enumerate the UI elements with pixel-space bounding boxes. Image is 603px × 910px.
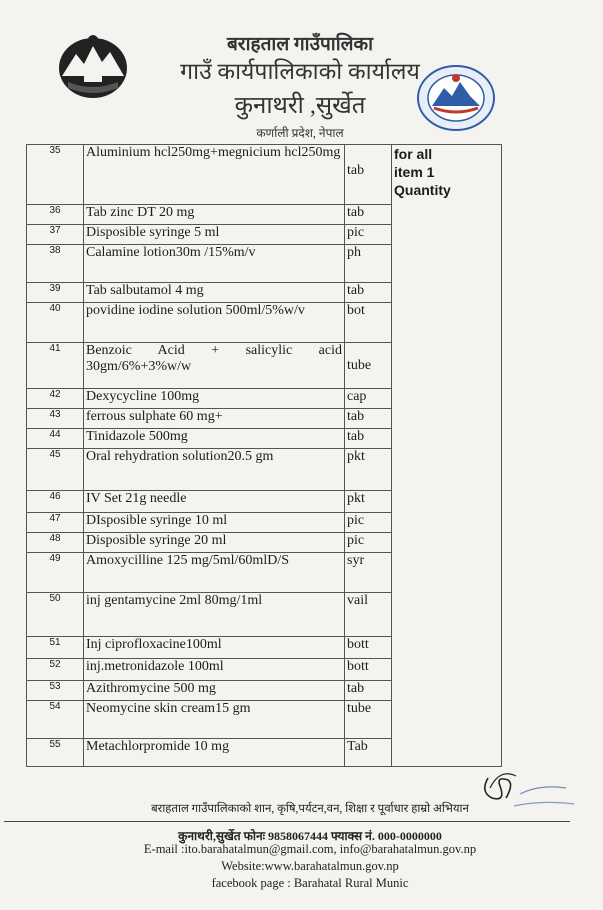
serial-number: 48 xyxy=(27,533,84,553)
serial-number: 53 xyxy=(27,681,84,701)
item-unit: pkt xyxy=(345,491,392,513)
item-name: Disposible syringe 5 ml xyxy=(84,225,345,245)
serial-number: 46 xyxy=(27,491,84,513)
item-unit: vail xyxy=(345,593,392,637)
serial-number: 47 xyxy=(27,513,84,533)
item-name: Azithromycine 500 mg xyxy=(84,681,345,701)
footer-website: Website:www.barahatalmun.gov.np xyxy=(221,859,399,873)
item-unit: tab xyxy=(345,205,392,225)
item-name: Amoxycilline 125 mg/5ml/60mlD/S xyxy=(84,553,345,593)
table-row xyxy=(27,145,502,205)
item-unit: tube xyxy=(345,343,392,389)
remarks-line: item 1 xyxy=(394,164,435,180)
item-name: Oral rehydration solution20.5 gm xyxy=(84,449,345,491)
serial-number: 54 xyxy=(27,701,84,739)
letterhead-office: गाउँ कार्यपालिकाको कार्यालय xyxy=(180,59,420,84)
item-name-line: Benzoic Acid + salicylic acid xyxy=(86,343,342,358)
item-unit: pic xyxy=(345,225,392,245)
serial-number: 43 xyxy=(27,409,84,429)
item-unit: pkt xyxy=(345,449,392,491)
item-unit: Tab xyxy=(345,739,392,767)
item-name-line: 30gm/6%+3%w/w xyxy=(86,359,192,374)
item-unit: bott xyxy=(345,637,392,659)
item-name: Disposible syringe 20 ml xyxy=(84,533,345,553)
letterhead-province: कर्णाली प्रदेश, नेपाल xyxy=(256,126,344,140)
item-unit: tube xyxy=(345,701,392,739)
serial-number: 49 xyxy=(27,553,84,593)
item-name: Tab salbutamol 4 mg xyxy=(84,283,345,303)
item-name: povidine iodine solution 500ml/5%w/v xyxy=(84,303,345,343)
item-unit: tab xyxy=(345,145,392,205)
item-name: Neomycine skin cream15 gm xyxy=(84,701,345,739)
item-unit: syr xyxy=(345,553,392,593)
serial-number: 39 xyxy=(27,283,84,303)
serial-number: 50 xyxy=(27,593,84,637)
item-name: ferrous sulphate 60 mg+ xyxy=(84,409,345,429)
item-unit: cap xyxy=(345,389,392,409)
municipality-logo xyxy=(414,62,498,134)
letterhead-municipality: बराहताल गाउँपालिका xyxy=(226,34,374,55)
footer-divider xyxy=(4,821,570,822)
item-unit: tab xyxy=(345,283,392,303)
item-name: IV Set 21g needle xyxy=(84,491,345,513)
remarks-line: Quantity xyxy=(394,182,451,198)
serial-number: 45 xyxy=(27,449,84,491)
remarks-column xyxy=(392,145,502,767)
medicine-items-table xyxy=(26,144,502,767)
serial-number: 44 xyxy=(27,429,84,449)
footer-facebook: facebook page : Barahatal Rural Munic xyxy=(211,876,409,890)
item-unit: ph xyxy=(345,245,392,283)
serial-number: 55 xyxy=(27,739,84,767)
serial-number: 35 xyxy=(27,145,84,205)
item-unit: tab xyxy=(345,429,392,449)
item-name: inj gentamycine 2ml 80mg/1ml xyxy=(84,593,345,637)
serial-number: 42 xyxy=(27,389,84,409)
letterhead-location: कुनाथरी ,सुर्खेत xyxy=(234,93,366,119)
item-name: Tab zinc DT 20 mg xyxy=(84,205,345,225)
item-name: inj.metronidazole 100ml xyxy=(84,659,345,681)
serial-number: 40 xyxy=(27,303,84,343)
item-name: Aluminium hcl250mg+megnicium hcl250mg xyxy=(84,145,345,205)
serial-number: 37 xyxy=(27,225,84,245)
item-name: Calamine lotion30m /15%m/v xyxy=(84,245,345,283)
item-unit: tab xyxy=(345,409,392,429)
serial-number: 52 xyxy=(27,659,84,681)
footer-email: E-mail :ito.barahatalmun@gmail.com, info@barahatalmun.gov.np xyxy=(143,842,477,856)
item-unit: bott xyxy=(345,659,392,681)
item-unit: bot xyxy=(345,303,392,343)
item-name: Tinidazole 500mg xyxy=(84,429,345,449)
item-name xyxy=(84,343,345,389)
item-name: Inj ciprofloxacine100ml xyxy=(84,637,345,659)
serial-number: 51 xyxy=(27,637,84,659)
remarks-line: for all xyxy=(394,146,433,162)
serial-number: 41 xyxy=(27,343,84,389)
signature-stamp xyxy=(470,758,580,828)
nepal-emblem-logo xyxy=(54,32,132,102)
item-name: DIsposible syringe 10 ml xyxy=(84,513,345,533)
item-unit: pic xyxy=(345,513,392,533)
item-unit: tab xyxy=(345,681,392,701)
serial-number: 36 xyxy=(27,205,84,225)
serial-number: 38 xyxy=(27,245,84,283)
item-name: Metachlorpromide 10 mg xyxy=(84,739,345,767)
item-name: Dexycycline 100mg xyxy=(84,389,345,409)
footer-phone: कुनाथरी,सुर्खेत फोनः 9858067444 फ्याक्स नं. 000-0000000 xyxy=(178,829,442,843)
footer-tagline: बराहताल गाउँपालिकाको शान, कृषि,पर्यटन,वन, शिक्षा र पूर्वाधार हाम्रो अभियान xyxy=(151,803,469,815)
item-unit: pic xyxy=(345,533,392,553)
